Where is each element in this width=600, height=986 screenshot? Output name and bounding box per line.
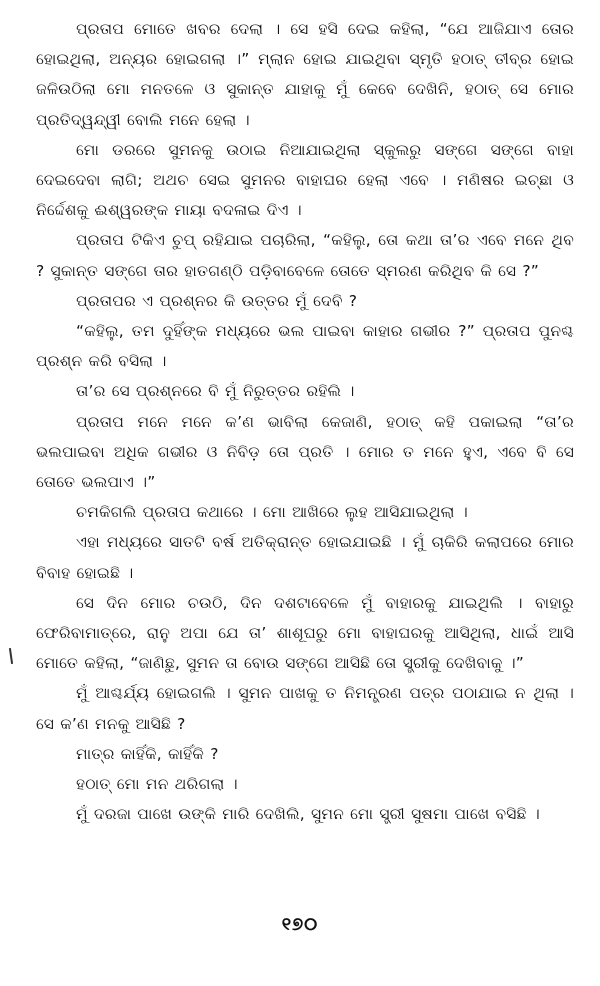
- paragraph: ହଠାତ୍ ମୋ ମନ ଥରିଗଲା ।: [76, 775, 238, 794]
- paragraph: ସେ ଦିନ ମୋର ଚଉଠି, ଦିନ ଦଶଟାବେଳେ ମୁଁ ବାହାରକୁ ଯାଇଥିଲି । ବାହାରୁ ଫେରିବାମାତ୍ରେ, ରାନୁ ଅପା ଯେ ତା’ ଶାଶୂଘରୁ ମୋ ବାହାଘରକୁ ଆସିଥିଲା, ଧାଇଁ ଆସି ମୋତେ କହିଲା, “ଜାଣିଛୁ, ସୁମନ ତା ବୋଉ ସଙ୍ଗେ ଆସିଛି ତୋ ସ୍ତ୍ରୀକୁ ଦେଖିବାକୁ ।”: [36, 593, 574, 673]
- page-number: ୧୭୦: [281, 914, 319, 935]
- paragraph: ପ୍ରତାପ ମନେ ମନେ କ’ଣ ଭାବିଲା କେଜାଣି, ହଠାତ୍ କହି ପକାଇଲା “ତା’ର ଭଲପାଇବା ଅଧିକ ଗଭୀର ଓ ନିବିଡ଼ ତୋ ପ୍ରତି । ମୋର ତ ମନେ ହୁଏ, ଏବେ ବି ସେ ତୋତେ ଭଲପାଏ ।”: [36, 412, 574, 492]
- paragraph: ଏହା ମଧ୍ୟରେ ସାତଟି ବର୍ଷ ଅତିକ୍ରାନ୍ତ ହୋଇଯାଇଛି । ମୁଁ ଚାକିରି କଲାପରେ ମୋର ବିବାହ ହୋଇଛି ।: [36, 533, 574, 582]
- paragraph: ଚମକିଗଲି ପ୍ରତାପ କଥାରେ । ମୋ ଆଖିରେ ଲୁହ ଆସିଯାଇଥିଲା ।: [76, 503, 468, 522]
- body-text: [36, 14, 574, 829]
- paragraph: ତା’ର ସେ ପ୍ରଶ୍ନରେ ବି ମୁଁ ନିରୁତ୍ତର ରହିଲି ।: [76, 382, 355, 401]
- paragraph: ପ୍ରତାପ ଟିକିଏ ଚୁପ୍ ରହିଯାଇ ପଚାରିଲା, “କହିଲୁ, ତୋ କଥା ତା’ର ଏବେ ମନେ ଥିବ ? ସୁକାନ୍ତ ସଙ୍ଗେ ତାର ହାତଗଣ୍ଠି ପଡ଼ିବାବେଳେ ତୋତେ ସ୍ମରଣ କରିଥିବ କି ସେ ?”: [36, 231, 574, 280]
- paragraph: ପ୍ରତାପ ମୋତେ ଖବର ଦେଲା । ସେ ହସି ଦେଇ କହିଲା, “ଯେ ଆଜିଯାଏ ତୋର ହୋଇଥିଲା, ଅନ୍ୟର ହୋଇଗଲା ।” ମ୍ଲାନ ହୋଇ ଯାଇଥିବା ସ୍ମୃତି ହଠାତ୍ ତୀବ୍ର ହୋଇ ଜଳିଉଠିଲା ମୋ ମନତଳେ ଓ ସୁକାନ୍ତ ଯାହାକୁ ମୁଁ କେବେ ଦେଖିନି, ହଠାତ୍ ସେ ମୋର ପ୍ରତିଦ୍ୱନ୍ଦ୍ୱୀ ବୋଲି ମନେ ହେଲା ।: [36, 20, 574, 129]
- paragraph: ମାତ୍ର କାହିଁକି, କାହିଁକି ?: [76, 744, 219, 763]
- paragraph: “କହିଲୁ, ତମ ଦୁହିଁଙ୍କ ମଧ୍ୟରେ ଭଲ ପାଇବା କାହାର ଗଭୀର ?” ପ୍ରତାପ ପୁନଶ୍ଚ ପ୍ରଶ୍ନ କରି ବସିଲା ।: [36, 322, 574, 371]
- paragraph: ମୁଁ ଦରଜା ପାଖେ ଉଙ୍କି ମାରି ଦେଖିଲି, ସୁମନ ମୋ ସ୍ତ୍ରୀ ସୁଷମା ପାଖେ ବସିଛି ।: [76, 805, 540, 824]
- paragraph: ମୁଁ ଆଶ୍ଚର୍ଯ୍ୟ ହୋଇଗଲି । ସୁମନ ପାଖକୁ ତ ନିମନ୍ତ୍ରଣ ପତ୍ର ପଠାଯାଇ ନ ଥିଲା । ସେ କ’ଣ ମନକୁ ଆସିଛି ?: [36, 684, 574, 733]
- margin-pencil-mark: [9, 648, 13, 664]
- paragraph: ମୋ ଡରରେ ସୁମନକୁ ଉଠାଇ ନିଆଯାଇଥିଲା ସ୍କୁଲରୁ ସଙ୍ଗେ ସଙ୍ଗେ ବାହା ଦେଇଦେବା ଲାଗି; ଅଥଚ ସେଇ ସୁମନର ବାହାଘର ହେଲା ଏବେ । ମଣିଷର ଇଚ୍ଛା ଓ ନିର୍ଦ୍ଦେଶକୁ ଈଶ୍ୱରଙ୍କ ମାୟା ବଦଳାଇ ଦିଏ ।: [36, 140, 574, 220]
- paragraph: ପ୍ରତାପର ଏ ପ୍ରଶ୍ନର କି ଉତ୍ତର ମୁଁ ଦେବି ?: [76, 291, 358, 310]
